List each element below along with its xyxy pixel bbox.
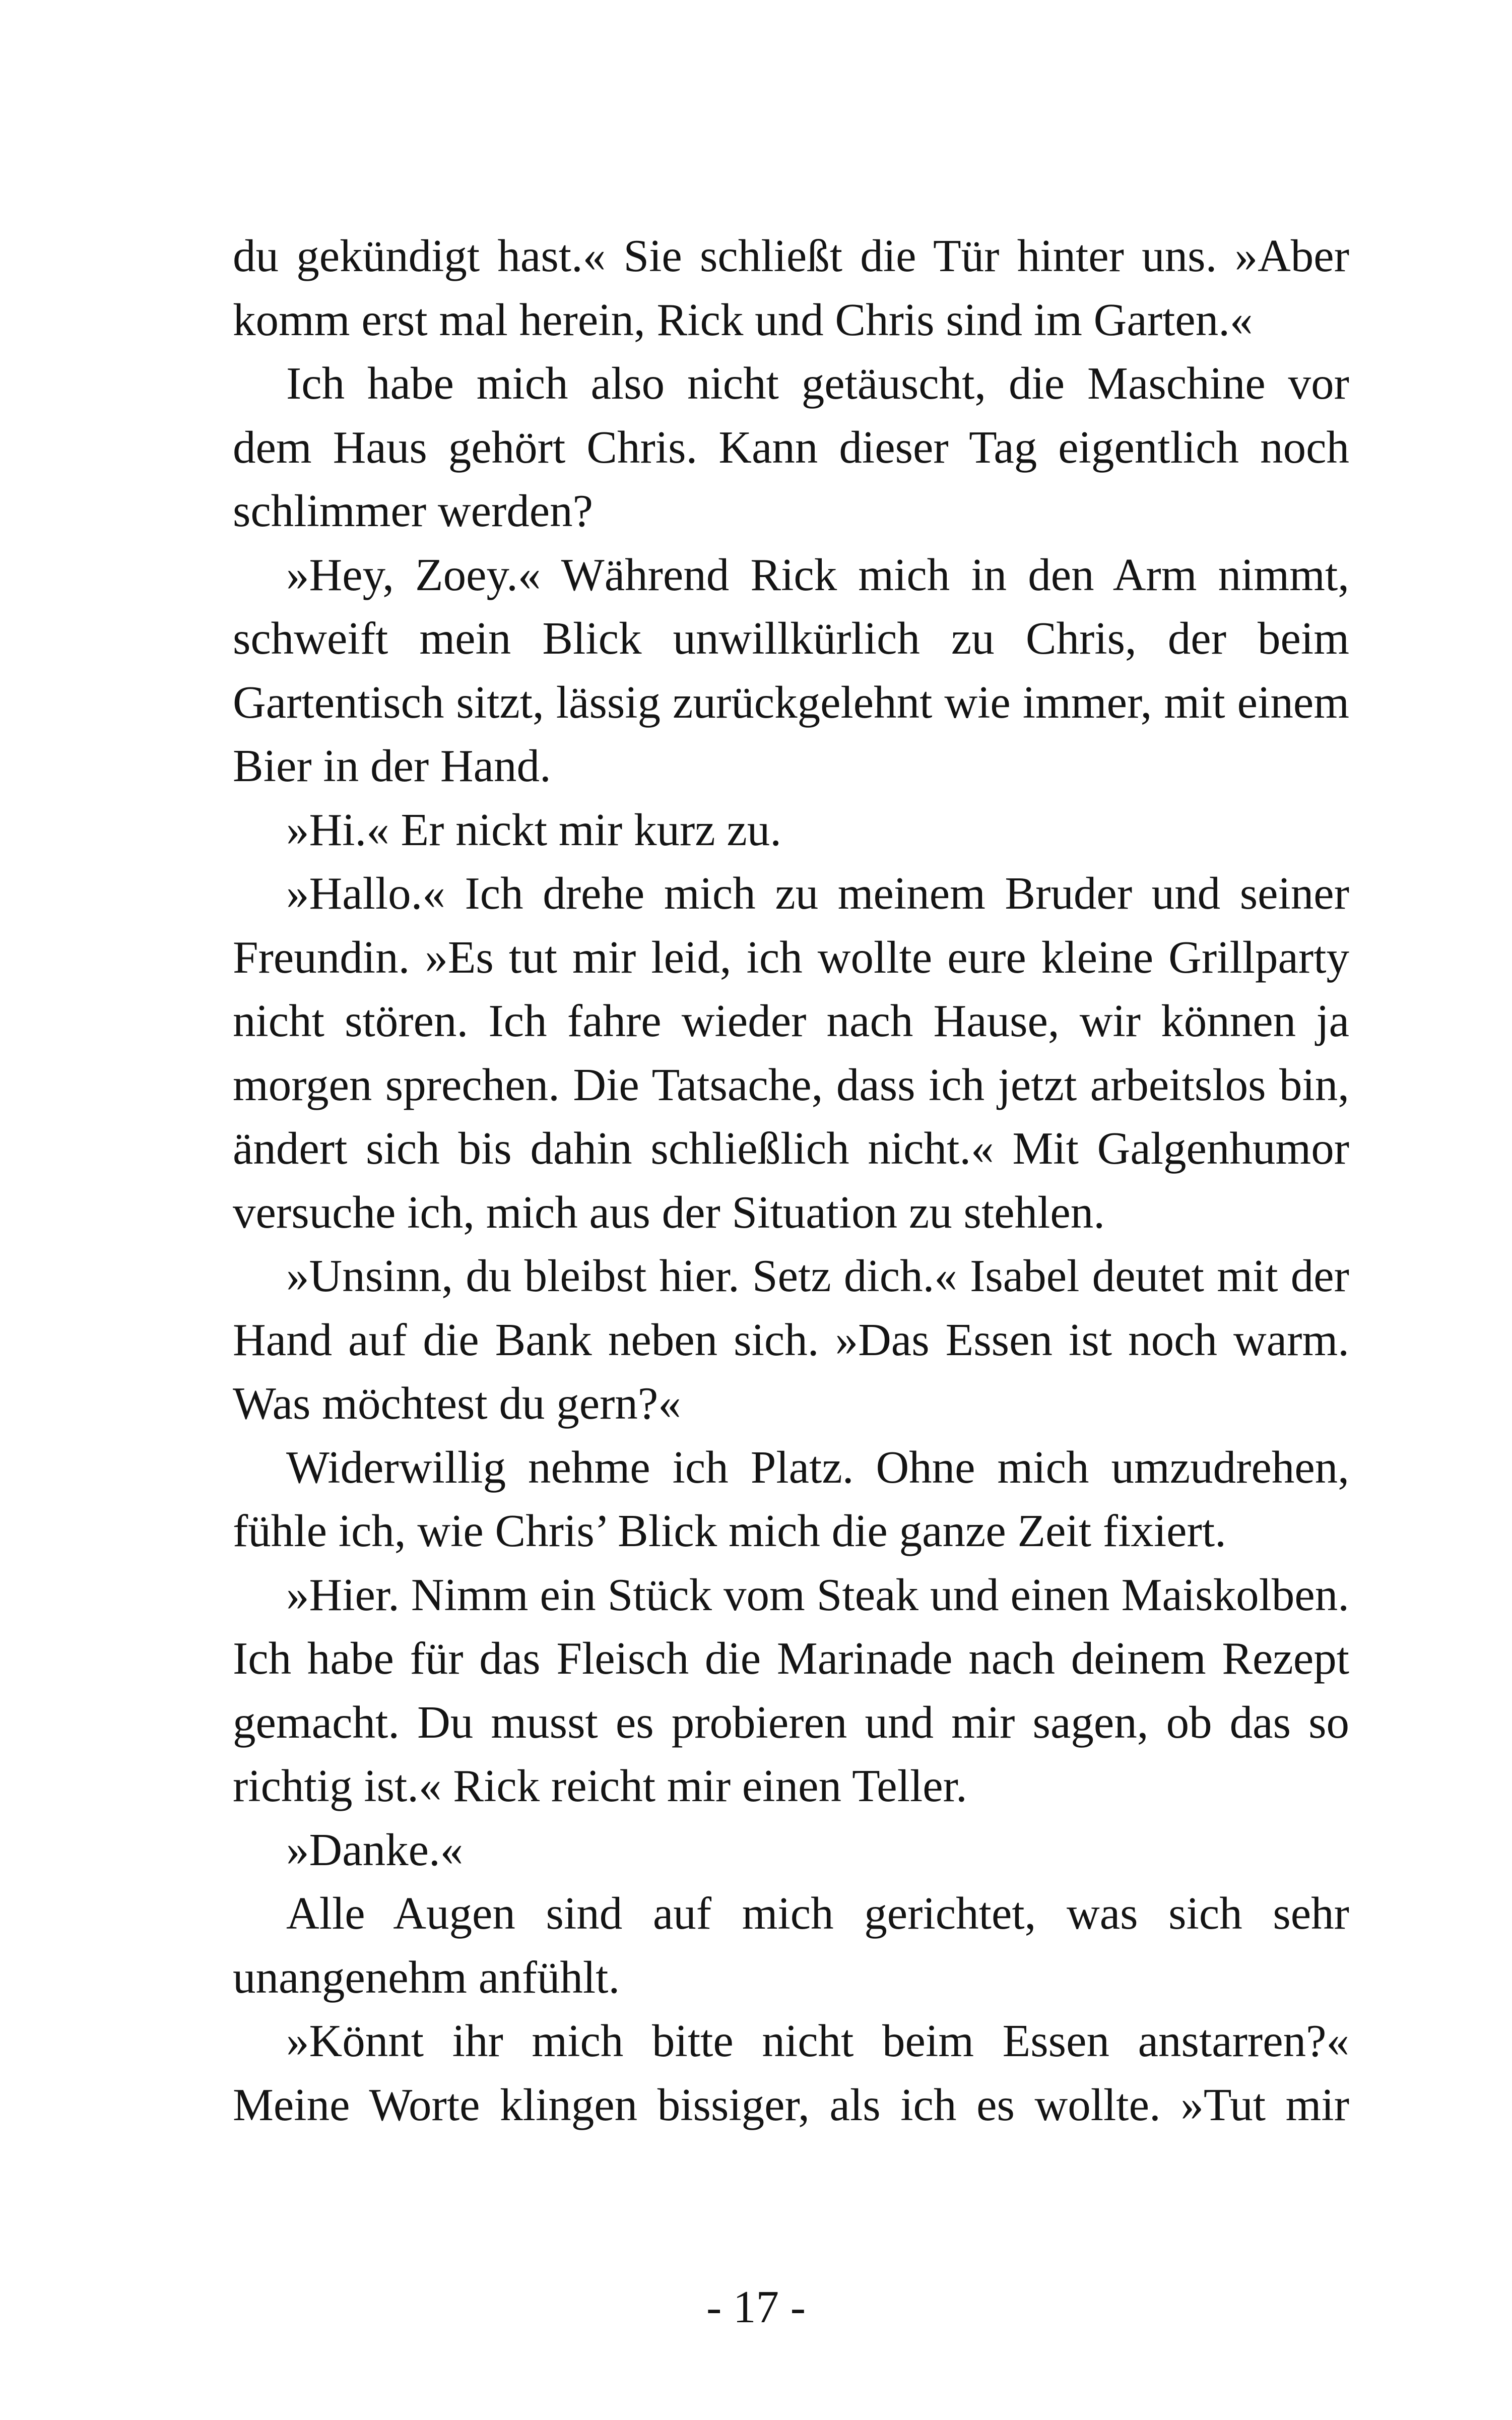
paragraph: »Hi.« Er nickt mir kurz zu.: [286, 804, 782, 855]
paragraph-continues: »Könnt ihr mich bitte nicht beim Essen anstarren?« Meine Worte klingen bissiger, als ich es wollte. »Tut mir: [233, 2015, 1349, 2130]
paragraph: »Hey, Zoey.« Während Rick mich in den Arm nimmt, schweift mein Blick unwillkürlich zu Chris, der beim Gartentisch sitzt, lässig zurückgelehnt wie immer, mit einem Bier in der Hand.: [233, 549, 1349, 791]
paragraph: Ich habe mich also nicht getäuscht, die Maschine vor dem Haus gehört Chris. Kann dieser Tag eigentlich noch schlimmer werden?: [233, 358, 1349, 536]
paragraph: »Unsinn, du bleibst hier. Setz dich.« Isabel deutet mit der Hand auf die Bank neben sich. »Das Essen ist noch warm. Was möchtest du gern?«: [233, 1250, 1349, 1429]
paragraph: Alle Augen sind auf mich gerichtet, was sich sehr unangenehm anfühlt.: [233, 1888, 1349, 2003]
paragraph: »Hier. Nimm ein Stück vom Steak und einen Maiskolben. Ich habe für das Fleisch die Marinade nach deinem Rezept gemacht. Du musst es probieren und mir sagen, ob das so richtig ist.« Rick reicht mir einen Teller.: [233, 1569, 1349, 1811]
page-number: - 17 -: [706, 2281, 806, 2332]
paragraph: »Hallo.« Ich drehe mich zu meinem Bruder und seiner Freundin. »Es tut mir leid, ich wollte eure kleine Grillparty nicht stören. Ich fahre wieder nach Hause, wir können ja morgen sprechen. Die Tatsache, dass ich jetzt arbeitslos bin, ändert sich bis dahin schließlich nicht.« Mit Galgenhumor versuche ich, mich aus der Situation zu stehlen.: [233, 868, 1349, 1238]
paragraph: »Danke.«: [286, 1824, 464, 1875]
body-text: [233, 224, 1349, 2137]
paragraph-continued: du gekündigt hast.« Sie schließt die Tür hinter uns. »Aber komm erst mal herein, Rick und Chris sind im Garten.«: [233, 230, 1349, 345]
paragraph: Widerwillig nehme ich Platz. Ohne mich umzudrehen, fühle ich, wie Chris’ Blick mich die ganze Zeit fixiert.: [233, 1441, 1349, 1556]
